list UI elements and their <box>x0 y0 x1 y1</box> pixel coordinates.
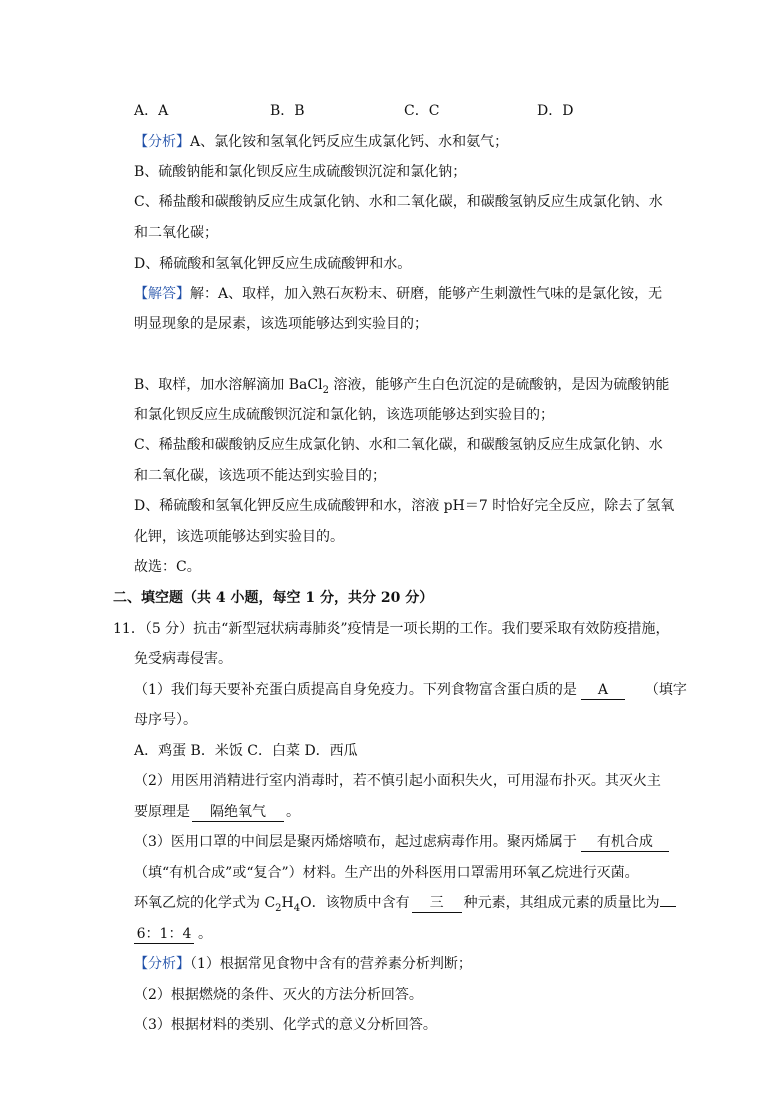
question-stem: 11．（5 分）抗击“新型冠状病毒肺炎”疫情是一项长期的工作。我们要采取有效防疫措施， <box>113 621 670 637</box>
part-text: 种元素，其组成元素的质量比为 <box>463 895 660 911</box>
question-part-1-cont: 母序号）。 <box>134 712 197 728</box>
section-heading: 二、填空题（共 4 小题，每空 1 分，共分 20 分） <box>113 590 434 606</box>
part-text: 。 <box>198 926 212 942</box>
answer-line: 和二氧化碳，该选项不能达到实验目的； <box>134 468 386 484</box>
option-d: D．D <box>537 103 574 119</box>
answer-blank: 隔绝氧气 <box>192 803 284 822</box>
question-part-2-cont <box>134 802 300 822</box>
answer-line: C、稀盐酸和碳酸钠反应生成氯化钠、水和二氧化碳，和碳酸氢钠反应生成氯化钠、水 <box>134 437 663 453</box>
analysis-line: （3）根据材料的类别、化学式的意义分析回答。 <box>134 1017 437 1033</box>
analysis-line <box>134 954 472 974</box>
answer-line: 和氯化钡反应生成硫酸钡沉淀和氯化钠，该选项能够达到实验目的； <box>134 407 554 423</box>
option-a: A．A <box>134 103 169 119</box>
answer-line <box>134 375 669 401</box>
analysis-line: （2）根据燃烧的条件、灭火的方法分析回答。 <box>134 987 423 1003</box>
part-text: O．该物质中含有 <box>300 895 410 911</box>
choices: A．鸡蛋 B．米饭 C．白菜 D．西瓜 <box>134 743 358 759</box>
question-part-3-cont: （填“有机合成”或“复合”）材料。生产出的外科医用口罩需用环氧乙烷进行灭菌。 <box>134 865 639 881</box>
answer-blank: 6：1：4 <box>134 925 194 944</box>
analysis-line <box>134 132 508 152</box>
answer-line: 明显现象的是尿素，该选项能够达到实验目的； <box>134 316 428 332</box>
question-stem: 免受病毒侵害。 <box>134 651 232 667</box>
answer-blank: A <box>581 681 625 700</box>
analysis-tag: 【分析】 <box>134 956 190 972</box>
analysis-line: C、稀盐酸和碳酸钠反应生成氯化钠、水和二氧化碳，和碳酸氢钠反应生成氯化钠、水 <box>134 194 663 210</box>
question-part-2: （2）用医用消精进行室内消毒时，若不慎引起小面积失火，可用湿布扑灭。其灭火主 <box>134 773 661 789</box>
answer-blank-start <box>660 906 676 907</box>
part-text: 。 <box>286 804 300 820</box>
part-text: 环氧乙烷的化学式为 C <box>134 895 276 911</box>
analysis-text: A、氯化铵和氢氧化钙反应生成氯化钙、水和氨气； <box>190 134 509 150</box>
analysis-line: D、稀硫酸和氢氧化钾反应生成硫酸钾和水。 <box>134 256 412 272</box>
answer-tag: 【解答】 <box>134 286 190 302</box>
answer-text: 解：A、取样，加入熟石灰粉末、研磨，能够产生刺激性气味的是氯化铵，无 <box>190 286 663 302</box>
answer-text: B、取样，加水溶解滴加 BaCl <box>134 377 323 393</box>
answer-text: 溶液，能够产生白色沉淀的是硫酸钠，是因为硫酸钠能 <box>328 377 670 393</box>
analysis-line: 和二氧化碳； <box>134 225 218 241</box>
part-text: H <box>281 895 294 911</box>
answer-line: D、稀硫酸和氢氧化钾反应生成硫酸钾和水，溶液 pH＝7 时恰好完全反应，除去了氢氧 <box>134 498 675 514</box>
answer-line: 化钾，该选项能够达到实验目的。 <box>134 529 344 545</box>
answer-blank: 有机合成 <box>581 833 669 852</box>
subscript: 4 <box>293 902 301 914</box>
question-part-3 <box>134 832 669 852</box>
subscript: 2 <box>322 384 329 396</box>
subscript: 2 <box>275 902 282 914</box>
analysis-line: B、硫酸钠能和氯化钡反应生成硫酸钡沉淀和氯化钠； <box>134 164 467 180</box>
answer-line: 故选：C。 <box>134 559 201 575</box>
option-c: C．C <box>404 103 440 119</box>
question-part-1 <box>134 680 687 700</box>
question-part-3-formula <box>134 893 676 919</box>
analysis-tag: 【分析】 <box>134 134 190 150</box>
analysis-text: （1）根据常见食物中含有的营养素分析判断； <box>190 956 472 972</box>
answer-blank: 三 <box>412 894 462 913</box>
part-text: 要原理是 <box>134 804 190 820</box>
part-text: （填字 <box>644 682 687 698</box>
question-part-3-ratio <box>134 924 212 944</box>
answer-line <box>134 284 662 304</box>
part-text: （3）医用口罩的中间层是聚丙烯熔喷布，起过虑病毒作用。聚丙烯属于 <box>134 834 577 850</box>
option-b: B．B <box>270 103 305 119</box>
part-text: （1）我们每天要补充蛋白质提高自身免疫力。下列食物富含蛋白质的是 <box>134 682 577 698</box>
